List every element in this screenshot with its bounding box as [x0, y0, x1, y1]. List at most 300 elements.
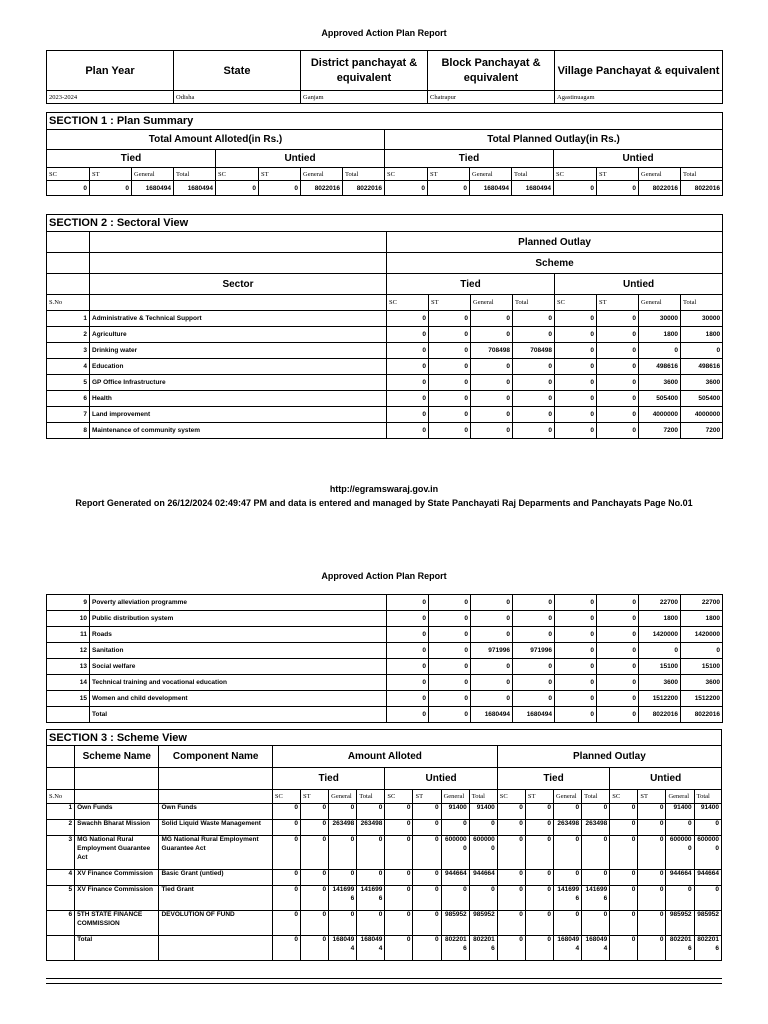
cell-value: 263498 [554, 820, 582, 836]
summary-value: 0 [216, 181, 259, 196]
cell-value: 0 [555, 643, 597, 659]
cell-value: 0 [471, 359, 513, 375]
cell-value: 0 [272, 911, 300, 936]
amount-alloted-header: Amount Alloted [272, 746, 497, 768]
cell-value: 0 [471, 391, 513, 407]
untied-header: Untied [610, 768, 722, 790]
cell-value: 944664 [694, 870, 721, 886]
tied-header: Tied [272, 768, 384, 790]
cell-value: 971996 [471, 643, 513, 659]
table-row [47, 659, 723, 675]
cell-value: 0 [555, 611, 597, 627]
cell-value: 0 [441, 820, 469, 836]
cell-value: 0 [357, 836, 385, 870]
cell-value: 505400 [681, 391, 723, 407]
cell-value: 498616 [681, 359, 723, 375]
cell-value: 0 [597, 611, 639, 627]
cell-value: 0 [597, 707, 639, 723]
cell-value: 0 [525, 936, 553, 961]
row-sno: 1 [47, 804, 75, 820]
scheme-name: MG National Rural Employment Guarantee Act [75, 836, 159, 870]
table-row [47, 343, 723, 359]
sector-name: Administrative & Technical Support [90, 311, 387, 327]
row-sno: 11 [47, 627, 90, 643]
cell-value: 600000 0 [441, 836, 469, 870]
cell-value: 0 [301, 836, 329, 870]
cell-value: 0 [639, 643, 681, 659]
cell-value: 0 [555, 375, 597, 391]
cell-value: 0 [555, 343, 597, 359]
row-sno: 2 [47, 820, 75, 836]
cell-value: 0 [387, 691, 429, 707]
cell-value: 168049 4 [554, 936, 582, 961]
table-row [47, 804, 722, 820]
header-value: Agastinuagam [555, 91, 723, 104]
cell-value: 0 [497, 886, 525, 911]
sector-name: Education [90, 359, 387, 375]
cell-value: 0 [597, 423, 639, 439]
summary-value: 1680494 [512, 181, 554, 196]
cell-value: 971996 [513, 643, 555, 659]
cell-value: 0 [497, 870, 525, 886]
cell-value: 0 [471, 659, 513, 675]
cell-value: 498616 [639, 359, 681, 375]
cell-value: 168049 4 [357, 936, 385, 961]
column-subheader: Total [469, 790, 497, 804]
cell-value: 0 [597, 391, 639, 407]
cell-value: 263498 [582, 820, 610, 836]
cell-value: 30000 [639, 311, 681, 327]
cell-value: 0 [471, 311, 513, 327]
column-subheader: General [554, 790, 582, 804]
column-subheader: ST [428, 168, 470, 181]
table-row [47, 423, 723, 439]
summary-value: 0 [385, 181, 428, 196]
table-row [47, 359, 723, 375]
column-subheader: General [301, 168, 343, 181]
table-row [47, 820, 722, 836]
cell-value: 0 [638, 886, 666, 911]
cell-value: 0 [555, 627, 597, 643]
cell-value: 0 [301, 936, 329, 961]
column-subheader: Total [681, 168, 723, 181]
cell-value: 0 [597, 375, 639, 391]
footer-url: http://egramswaraj.gov.in [329, 484, 439, 494]
cell-value: 0 [471, 691, 513, 707]
cell-value: 0 [413, 870, 441, 886]
cell-value: 0 [387, 359, 429, 375]
cell-value: 0 [555, 359, 597, 375]
sector-name: Health [90, 391, 387, 407]
summary-value: 0 [597, 181, 639, 196]
column-subheader: SC [555, 295, 597, 311]
cell-value: 0 [666, 886, 694, 911]
cell-value: 0 [497, 820, 525, 836]
cell-value: 0 [555, 327, 597, 343]
cell-value: 0 [582, 804, 610, 820]
cell-value: 0 [610, 836, 638, 870]
cell-value: 0 [610, 886, 638, 911]
cell-value: 0 [385, 836, 413, 870]
scheme-name: XV Finance Commission [75, 870, 159, 886]
cell-value: 0 [555, 707, 597, 723]
table-row [47, 311, 723, 327]
table-row [47, 886, 722, 911]
table-row [47, 595, 723, 611]
cell-value: 0 [469, 820, 497, 836]
cell-value: 168049 4 [582, 936, 610, 961]
cell-value: 0 [471, 595, 513, 611]
column-subheader: General [441, 790, 469, 804]
cell-value: 0 [429, 375, 471, 391]
section2-table [46, 214, 723, 439]
scheme-name: XV Finance Commission [75, 886, 159, 911]
row-sno: 3 [47, 343, 90, 359]
cell-value: 0 [301, 870, 329, 886]
column-subheader: SC [610, 790, 638, 804]
cell-value: 0 [387, 611, 429, 627]
cell-value: 0 [582, 870, 610, 886]
column-subheader: ST [525, 790, 553, 804]
cell-value: 0 [525, 836, 553, 870]
cell-value: 0 [555, 659, 597, 675]
cell-value: 7200 [639, 423, 681, 439]
cell-value: 0 [387, 423, 429, 439]
summary-value: 1680494 [174, 181, 216, 196]
cell-value: 0 [638, 820, 666, 836]
column-subheader: Total [512, 168, 554, 181]
cell-value: 0 [429, 327, 471, 343]
summary-value: 0 [554, 181, 597, 196]
cell-value: 0 [429, 343, 471, 359]
cell-value: 0 [272, 836, 300, 870]
cell-value: 1512200 [639, 691, 681, 707]
cell-value: 0 [610, 911, 638, 936]
cell-value: 15100 [639, 659, 681, 675]
footer-text: Report Generated on 26/12/2024 02:49:47 PM and data is entered and managed by State Panchayati Raj Deparments and Panchayats Page No.01 [75, 498, 693, 508]
column-subheader: ST [638, 790, 666, 804]
cell-value: 0 [387, 407, 429, 423]
cell-value: 1512200 [681, 691, 723, 707]
cell-value: 91400 [666, 804, 694, 820]
cell-value: 0 [513, 391, 555, 407]
header-value: Ganjam [301, 91, 428, 104]
cell-value: 0 [413, 836, 441, 870]
cell-value: 0 [525, 870, 553, 886]
cell-value: 0 [555, 391, 597, 407]
scheme-name-header: Scheme Name [75, 746, 159, 768]
cell-value: 0 [555, 311, 597, 327]
cell-value: 30000 [681, 311, 723, 327]
cell-value: 985952 [469, 911, 497, 936]
cell-value: 0 [597, 595, 639, 611]
cell-value: 600000 0 [666, 836, 694, 870]
cell-value: 0 [525, 804, 553, 820]
untied-header: Untied [555, 274, 723, 295]
component-name-header: Component Name [159, 746, 272, 768]
cell-value: 802201 6 [441, 936, 469, 961]
cell-value: 0 [441, 886, 469, 911]
sector-name: Technical training and vocational education [90, 675, 387, 691]
cell-value: 944664 [666, 870, 694, 886]
cell-value: 0 [497, 936, 525, 961]
column-subheader: ST [259, 168, 301, 181]
cell-value: 944664 [441, 870, 469, 886]
cell-value: 0 [694, 886, 721, 911]
header-col: Plan Year [47, 51, 174, 91]
header-value: Chatrapur [428, 91, 555, 104]
table-row [47, 327, 723, 343]
cell-value: 0 [429, 707, 471, 723]
cell-value: 0 [610, 936, 638, 961]
cell-value: 0 [272, 936, 300, 961]
sector-name: Public distribution system [90, 611, 387, 627]
cell-value: 0 [385, 911, 413, 936]
cell-value: 0 [610, 820, 638, 836]
cell-value: 0 [638, 804, 666, 820]
cell-value: 0 [597, 659, 639, 675]
row-sno: 13 [47, 659, 90, 675]
component-name: Own Funds [159, 804, 272, 820]
summary-value: 8022016 [301, 181, 343, 196]
table-row [47, 707, 723, 723]
table-row [47, 611, 723, 627]
row-sno: 4 [47, 870, 75, 886]
cell-value: 0 [387, 327, 429, 343]
cell-value: 0 [597, 643, 639, 659]
header-col: Village Panchayat & equivalent [555, 51, 723, 91]
cell-value: 0 [385, 870, 413, 886]
cell-value: 0 [513, 595, 555, 611]
column-subheader: General [132, 168, 174, 181]
cell-value: 15100 [681, 659, 723, 675]
column-subheader: General [329, 790, 357, 804]
cell-value: 3600 [681, 675, 723, 691]
cell-value: 0 [555, 595, 597, 611]
section3-title: SECTION 3 : Scheme View [47, 730, 722, 746]
sno-header: S.No [47, 790, 75, 804]
cell-value: 0 [638, 870, 666, 886]
column-subheader: SC [554, 168, 597, 181]
cell-value: 708498 [471, 343, 513, 359]
column-subheader: General [639, 295, 681, 311]
row-sno [47, 936, 75, 961]
cell-value: 600000 0 [694, 836, 721, 870]
cell-value: 0 [357, 804, 385, 820]
cell-value: 0 [555, 423, 597, 439]
cell-value: 0 [513, 659, 555, 675]
cell-value: 0 [429, 643, 471, 659]
cell-value: 802201 6 [694, 936, 721, 961]
cell-value: 0 [385, 936, 413, 961]
column-subheader: Total [174, 168, 216, 181]
cell-value: 0 [597, 407, 639, 423]
cell-value: 0 [513, 691, 555, 707]
cell-value: 0 [471, 423, 513, 439]
cell-value: 0 [429, 611, 471, 627]
component-name: Tied Grant [159, 886, 272, 911]
cell-value: 1680494 [513, 707, 555, 723]
cell-value: 0 [387, 343, 429, 359]
untied-header: Untied [385, 768, 497, 790]
scheme-name: 5TH STATE FINANCE COMMISSION [75, 911, 159, 936]
cell-value: 0 [429, 691, 471, 707]
cell-value: 0 [387, 643, 429, 659]
cell-value: 0 [638, 936, 666, 961]
section2-title: SECTION 2 : Sectoral View [47, 215, 723, 232]
row-sno: 5 [47, 886, 75, 911]
cell-value: 0 [554, 804, 582, 820]
summary-value: 0 [259, 181, 301, 196]
cell-value: 0 [272, 820, 300, 836]
summary-value: 8022016 [639, 181, 681, 196]
cell-value: 22700 [681, 595, 723, 611]
table-row [47, 691, 723, 707]
cell-value: 0 [513, 611, 555, 627]
cell-value: 0 [385, 820, 413, 836]
cell-value: 0 [385, 886, 413, 911]
cell-value: 0 [597, 675, 639, 691]
cell-value: 168049 4 [329, 936, 357, 961]
cell-value: 0 [357, 870, 385, 886]
report-title: Approved Action Plan Report [321, 28, 447, 38]
cell-value: 0 [513, 675, 555, 691]
cell-value: 0 [513, 359, 555, 375]
table-row [47, 407, 723, 423]
cell-value: 7200 [681, 423, 723, 439]
cell-value: 0 [385, 804, 413, 820]
cell-value: 0 [497, 911, 525, 936]
cell-value: 802201 6 [666, 936, 694, 961]
cell-value: 1420000 [639, 627, 681, 643]
cell-value: 0 [471, 327, 513, 343]
cell-value: 0 [597, 691, 639, 707]
sector-name: Land improvement [90, 407, 387, 423]
cell-value: 3600 [639, 675, 681, 691]
column-subheader: SC [216, 168, 259, 181]
column-subheader: SC [47, 168, 90, 181]
row-sno: 3 [47, 836, 75, 870]
summary-value: 0 [428, 181, 470, 196]
cell-value: 0 [471, 627, 513, 643]
section3-table [46, 729, 722, 961]
cell-value: 0 [513, 627, 555, 643]
cell-value: 0 [513, 407, 555, 423]
sector-name: Sanitation [90, 643, 387, 659]
row-sno: 10 [47, 611, 90, 627]
row-sno: 6 [47, 911, 75, 936]
tied-header: Tied [497, 768, 609, 790]
cell-value: 1800 [681, 327, 723, 343]
cell-value: 1800 [639, 611, 681, 627]
cell-value: 0 [638, 836, 666, 870]
cell-value: 944664 [469, 870, 497, 886]
column-subheader: Total [582, 790, 610, 804]
cell-value: 0 [429, 311, 471, 327]
sector-header: Sector [90, 274, 387, 295]
column-subheader: SC [385, 168, 428, 181]
cell-value: 985952 [441, 911, 469, 936]
cell-value: 0 [597, 359, 639, 375]
column-subheader: SC [272, 790, 300, 804]
cell-value: 0 [525, 820, 553, 836]
cell-value: 0 [387, 375, 429, 391]
component-name: DEVOLUTION OF FUND [159, 911, 272, 936]
cell-value: 0 [387, 659, 429, 675]
sector-name: Agriculture [90, 327, 387, 343]
column-subheader: SC [385, 790, 413, 804]
cell-value: 0 [301, 820, 329, 836]
cell-value: 0 [681, 643, 723, 659]
cell-value: 0 [513, 423, 555, 439]
column-subheader: SC [387, 295, 429, 311]
row-sno: 2 [47, 327, 90, 343]
summary-value: 8022016 [681, 181, 723, 196]
component-name: Basic Grant (untied) [159, 870, 272, 886]
section1-table [46, 112, 723, 196]
header-col: District panchayat & equivalent [301, 51, 428, 91]
cell-value: 0 [329, 911, 357, 936]
cell-value: 505400 [639, 391, 681, 407]
cell-value: 0 [387, 595, 429, 611]
cell-value: 0 [525, 911, 553, 936]
header-col: State [174, 51, 301, 91]
cell-value: 91400 [441, 804, 469, 820]
tied-header: Tied [387, 274, 555, 295]
cell-value: 0 [413, 911, 441, 936]
cell-value: 0 [387, 675, 429, 691]
column-subheader: General [471, 295, 513, 311]
cell-value: 0 [639, 343, 681, 359]
table-row [47, 391, 723, 407]
cell-value: 8022016 [681, 707, 723, 723]
cell-value: 1800 [639, 327, 681, 343]
cell-value: 0 [582, 836, 610, 870]
component-name: MG National Rural Employment Guarantee Act [159, 836, 272, 870]
cell-value: 0 [329, 870, 357, 886]
table-row [47, 643, 723, 659]
header-value: 2023-2024 [47, 91, 174, 104]
table-row [47, 911, 722, 936]
cell-value: 0 [387, 391, 429, 407]
cell-value: 0 [555, 675, 597, 691]
row-sno: 12 [47, 643, 90, 659]
cell-value: 802201 6 [469, 936, 497, 961]
cell-value: 0 [272, 886, 300, 911]
cell-value: 0 [555, 407, 597, 423]
column-subheader: ST [597, 168, 639, 181]
cell-value: 0 [429, 675, 471, 691]
planned-group: Total Planned Outlay(in Rs.) [385, 130, 723, 150]
summary-value: 0 [90, 181, 132, 196]
cell-value: 0 [413, 936, 441, 961]
cell-value: 0 [513, 327, 555, 343]
cell-value: 22700 [639, 595, 681, 611]
cell-value: 0 [301, 804, 329, 820]
cell-value: 0 [429, 423, 471, 439]
cell-value: 0 [357, 911, 385, 936]
cell-value: 0 [610, 804, 638, 820]
cell-value: 0 [638, 911, 666, 936]
column-subheader: Total [681, 295, 723, 311]
cell-value: 0 [329, 836, 357, 870]
row-sno: 6 [47, 391, 90, 407]
cell-value: 0 [597, 343, 639, 359]
cell-value: 0 [429, 595, 471, 611]
table-row [47, 627, 723, 643]
cell-value: 0 [597, 327, 639, 343]
untied-header: Untied [554, 150, 723, 168]
